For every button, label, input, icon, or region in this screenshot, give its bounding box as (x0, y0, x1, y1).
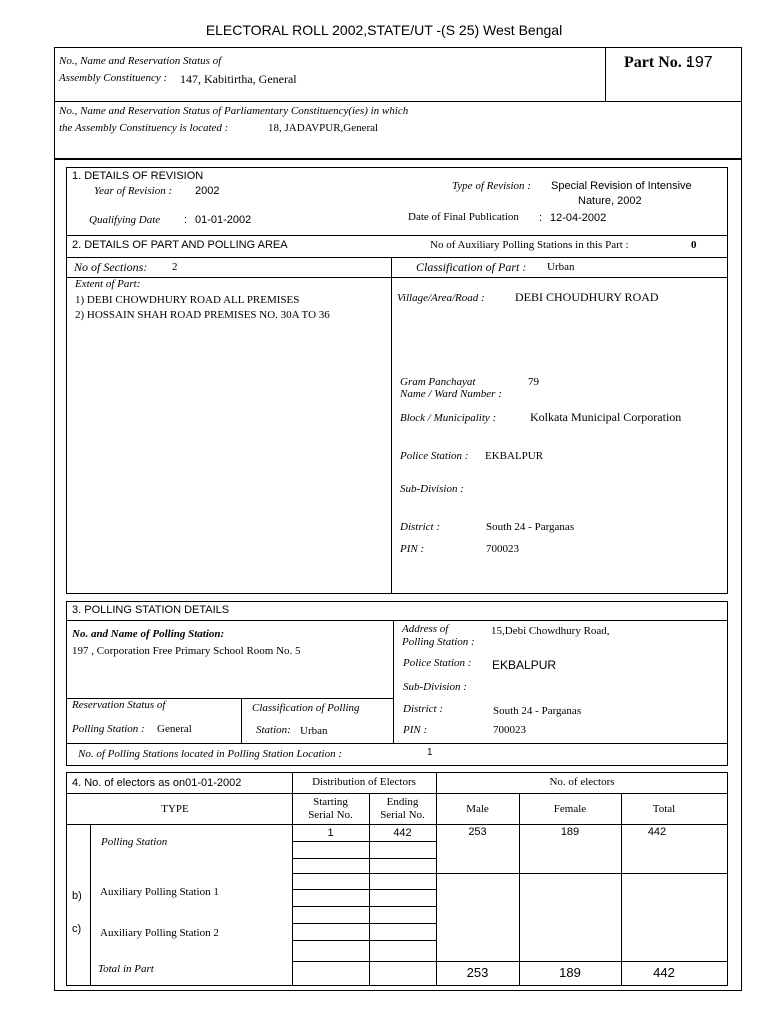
parliamentary-label-line2: the Assembly Constituency is located : (59, 122, 229, 134)
revision-year-value: 2002 (195, 185, 220, 197)
station-count-label: No. of Polling Stations located in Polling Station Location : (78, 748, 342, 760)
reservation-label-1: Reservation Status of (72, 699, 166, 711)
assembly-label-line2: Assembly Constituency : (59, 72, 168, 84)
aux2-marker: c) (72, 923, 82, 935)
polling-start-serial: 1 (327, 827, 334, 839)
electors-row-line-6 (292, 889, 436, 890)
ps-address-value: 15,Debi Chowdhury Road, (491, 625, 610, 637)
electors-heading-date: 01-01-2002 (185, 777, 242, 789)
total-total: 442 (653, 965, 675, 980)
aux-stations-label: No of Auxiliary Polling Stations in this Part : (430, 239, 629, 251)
polling-female: 189 (560, 826, 580, 838)
total-female: 189 (559, 965, 581, 980)
electors-col-start (369, 793, 370, 986)
pin-label: PIN : (400, 543, 425, 555)
revision-type-label: Type of Revision : (452, 180, 531, 192)
ps-address-label-1: Address of (402, 623, 449, 635)
part-no-divider (605, 47, 606, 101)
extent-label: Extent of Part: (75, 278, 141, 290)
sections-row-bottom (66, 277, 728, 278)
electors-col-female (621, 793, 622, 986)
section-1-2-box (66, 167, 728, 594)
ps-pin-value: 700023 (493, 724, 526, 736)
parliamentary-label-line1: No., Name and Reservation Status of Parliamentary Constituency(ies) in which (59, 105, 409, 117)
subdivision-label: Sub-Division : (400, 483, 464, 495)
electors-row-line-9 (292, 940, 436, 941)
electors-row-line-3 (292, 841, 436, 842)
ps-classification-label-1: Classification of Polling (252, 702, 360, 714)
ps-subdivision-label: Sub-Division : (403, 681, 467, 693)
parliamentary-value: 18, JADAVPUR,General (268, 122, 379, 134)
village-value: DEBI CHOUDHURY ROAD (515, 290, 659, 304)
ending-serial-header-2: Serial No. (380, 809, 425, 821)
electors-row-line-4 (292, 858, 436, 859)
village-label: Village/Area/Road : (397, 292, 485, 304)
revision-heading: 1. DETAILS OF REVISION (72, 170, 204, 182)
total-male: 253 (466, 965, 489, 980)
starting-serial-header-1: Starting (313, 796, 348, 808)
assembly-value: 147, Kabitirtha, General (180, 72, 297, 86)
qualifying-date-colon: : (184, 214, 188, 226)
ps-classification-value: Urban (300, 725, 328, 737)
police-station-value: EKBALPUR (485, 450, 544, 462)
electors-col-marker (90, 824, 91, 986)
revision-type-value-2: Nature, 2002 (578, 195, 642, 207)
polling-total: 442 (647, 826, 667, 838)
gram-panchayat-value: 79 (528, 376, 539, 388)
district-value: South 24 - Parganas (486, 521, 575, 533)
part-details-heading: 2. DETAILS OF PART AND POLLING AREA (72, 239, 288, 251)
part-classification-label: Classification of Part : (416, 260, 527, 274)
type-header: TYPE (161, 803, 189, 815)
gram-panchayat-label-1: Gram Panchayat (400, 376, 476, 388)
electors-row-line-10 (292, 961, 728, 962)
extent-item-1: 1) DEBI CHOWDHURY ROAD ALL PREMISES (75, 294, 300, 306)
district-label: District : (400, 521, 441, 533)
polling-male: 253 (468, 826, 487, 838)
electors-row-line-2 (66, 824, 728, 825)
ps-pin-label: PIN : (403, 724, 428, 736)
part-no-value: 197 (686, 54, 713, 71)
sections-label: No of Sections: (74, 260, 148, 274)
reservation-value: General (157, 723, 192, 735)
gram-panchayat-label-2: Name / Ward Number : (400, 388, 502, 400)
revision-year-label: Year of Revision : (94, 185, 173, 197)
ps-classification-label-2: Station: (256, 724, 291, 736)
station-count-value: 1 (427, 747, 433, 758)
qualifying-date-value: 01-01-2002 (195, 214, 252, 226)
aux2-label: Auxiliary Polling Station 2 (100, 927, 219, 939)
page-title: ELECTORAL ROLL 2002,STATE/UT -(S 25) West Bengal (205, 22, 563, 38)
polling-station-heading: 3. POLLING STATION DETAILS (72, 604, 230, 616)
assembly-label-line1: No., Name and Reservation Status of (59, 55, 222, 67)
final-publication-value: 12-04-2002 (550, 212, 607, 224)
ps-police-label: Police Station : (403, 657, 472, 669)
ps-address-label-2: Polling Station : (402, 636, 475, 648)
extent-item-2: 2) HOSSAIN SHAH ROAD PREMISES NO. 30A TO 36 (75, 309, 330, 321)
section-3-heading-bottom (66, 620, 728, 621)
police-station-label: Police Station : (400, 450, 469, 462)
total-header: Total (652, 803, 676, 815)
ps-police-value: EKBALPUR (492, 658, 557, 672)
sections-value: 2 (172, 261, 178, 273)
qualifying-date-label: Qualifying Date (89, 214, 161, 226)
polling-station-row-label: Polling Station (101, 836, 168, 848)
part-no-label: Part No. : (624, 54, 692, 71)
male-header: Male (466, 803, 489, 815)
female-header: Female (553, 803, 587, 815)
electors-row-line-1 (66, 793, 728, 794)
aux-stations-value: 0 (691, 239, 697, 251)
distribution-header: Distribution of Electors (312, 776, 416, 788)
polling-end-serial: 442 (393, 827, 412, 839)
total-in-part-label: Total in Part (98, 963, 154, 975)
ps-district-value: South 24 - Parganas (493, 705, 582, 717)
reservation-label-2: Polling Station : (72, 723, 145, 735)
reservation-divider (241, 698, 242, 743)
aux1-label: Auxiliary Polling Station 1 (100, 886, 219, 898)
block-label: Block / Municipality : (400, 412, 497, 424)
electors-heading-label: 4. No. of electors as on (72, 777, 186, 789)
final-publication-colon: : (539, 212, 543, 224)
header-divider-1 (54, 101, 742, 102)
revision-type-value-1: Special Revision of Intensive (551, 180, 692, 192)
aux1-marker: b) (72, 890, 82, 902)
ps-district-label: District : (403, 703, 444, 715)
section-2-heading-bottom (66, 257, 728, 258)
section-3-divider (393, 620, 394, 743)
no-of-electors-header: No. of electors (549, 776, 615, 788)
pin-value: 700023 (486, 543, 519, 555)
block-value: Kolkata Municipal Corporation (530, 410, 682, 424)
electors-row-line-7 (292, 906, 436, 907)
station-count-row-top (66, 743, 728, 744)
electors-col-male (519, 793, 520, 986)
electors-heading (72, 777, 241, 789)
polling-station-name-label: No. and Name of Polling Station: (72, 628, 225, 640)
section-2-divider (391, 257, 392, 594)
part-classification-value: Urban (547, 261, 575, 273)
starting-serial-header-2: Serial No. (308, 809, 353, 821)
electors-row-line-8 (292, 923, 436, 924)
section-1-bottom (66, 235, 728, 236)
header-divider-2 (54, 158, 742, 160)
ending-serial-header-1: Ending (386, 796, 419, 808)
final-publication-label: Date of Final Publication (408, 211, 519, 223)
section-3-box (66, 601, 728, 766)
electors-row-line-5 (292, 873, 728, 874)
polling-station-name-value: 197 , Corporation Free Primary School Room No. 5 (72, 645, 301, 657)
